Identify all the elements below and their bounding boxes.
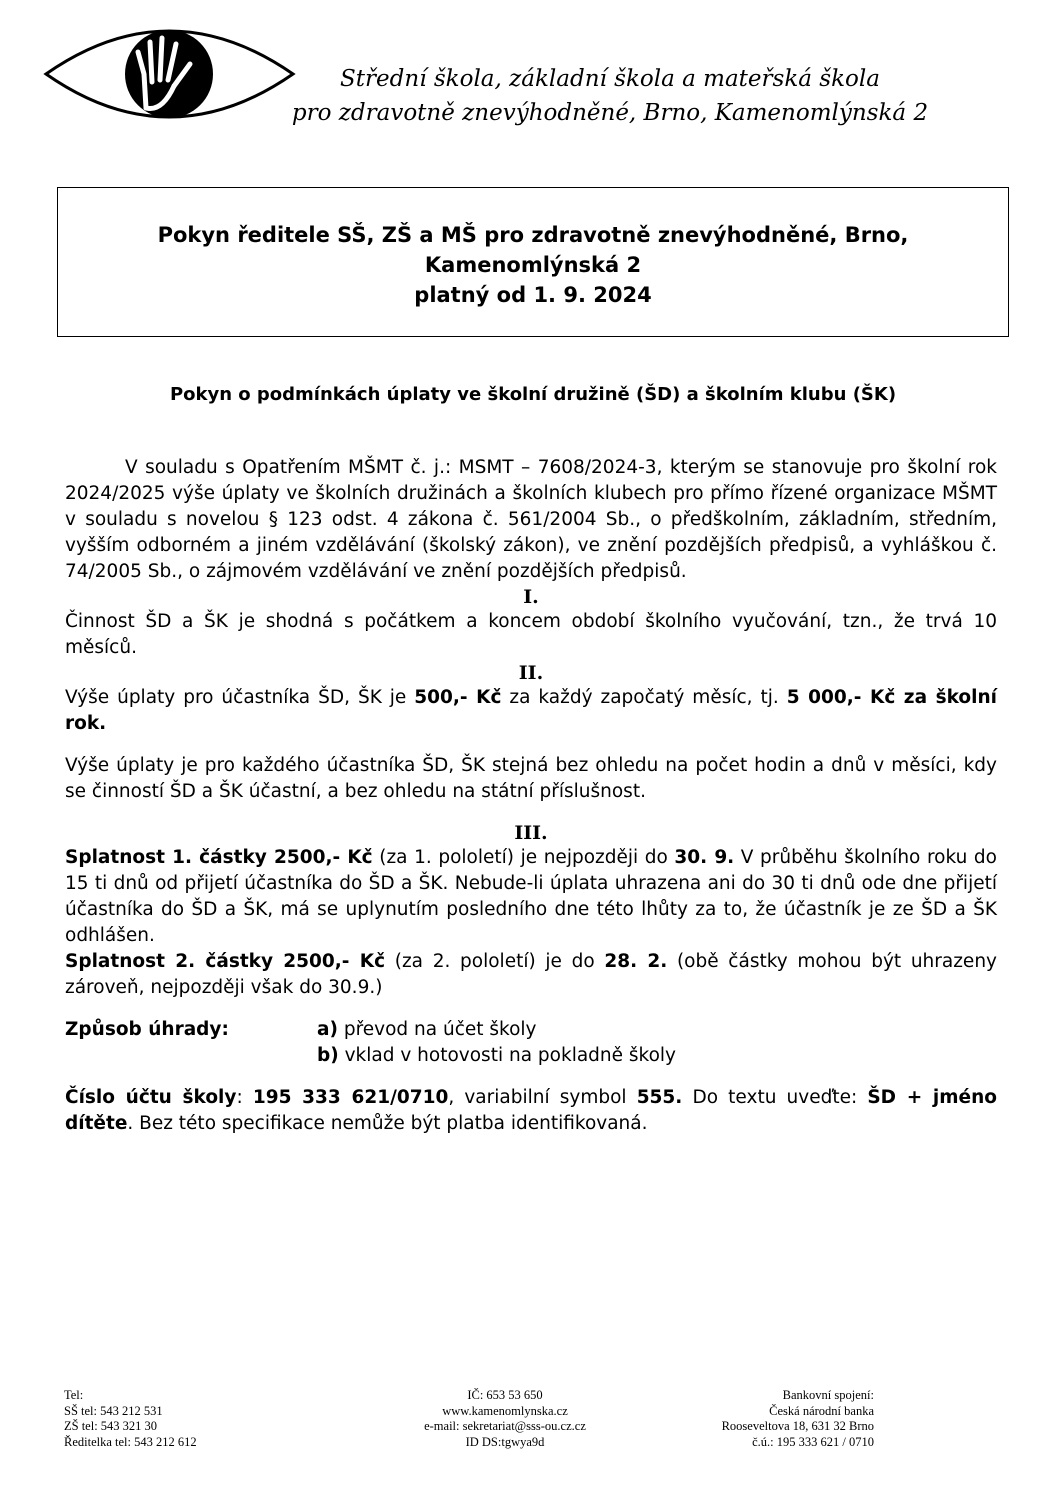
- school-logo-eye-hand: [42, 12, 297, 127]
- s3-text-f: (za 2. pololetí) je do: [385, 951, 605, 972]
- footer-line: Ředitelka tel: 543 212 612: [64, 1434, 197, 1449]
- school-name: [270, 62, 950, 130]
- footer-phones: [64, 1388, 197, 1450]
- school-name-line1: Střední škola, základní škola a mateřská škola: [340, 66, 880, 92]
- payment-specification: ŠD + jméno dítěte: [65, 1087, 997, 1134]
- footer-line: Tel:: [64, 1388, 84, 1402]
- intro-paragraph: V souladu s Opatřením MŠMT č. j.: MSMT – 7608/2024-3, kterým se stanovuje pro školní rok 2024/2025 výše úplaty ve školních družinách a školních klubech pro přímo řízené organizace MŠMT v souladu s novelou § 123 odst. 4 zákona č. 561/2004 Sb., o předškolním, základním, středním, vyšším odborném a jiném vzdělávání (školský zákon), ve znění pozdějších předpisů, a vyhláškou č. 74/2005 Sb., o zájmovém vzdělávání ve znění pozdějších předpisů.: [65, 457, 997, 582]
- footer-line: Bankovní spojení:: [782, 1388, 874, 1402]
- first-due-date: 30. 9.: [674, 847, 735, 868]
- s2-text-c: za každý započatý měsíc, tj.: [501, 687, 787, 708]
- document-subtitle: Pokyn o podmínkách úplaty ve školní družině (ŠD) a školním klubu (ŠK): [169, 384, 897, 405]
- first-installment: Splatnost 1. částky 2500,- Kč: [65, 847, 373, 868]
- payment-method-label: Způsob úhrady:: [65, 1019, 229, 1040]
- section3-paragraph1: [65, 845, 997, 949]
- account-label: Číslo účtu školy: [65, 1087, 237, 1108]
- section3-paragraph2: [65, 949, 997, 1001]
- payment-method-row-a: [65, 1017, 997, 1043]
- title-line2: Kamenomlýnská 2: [424, 253, 642, 277]
- account-t3: . Bez této specifikace nemůže být platba identifikovaná.: [127, 1113, 648, 1134]
- footer-line: Česká národní banka: [769, 1403, 874, 1418]
- account-t2: Do textu uveďte:: [682, 1087, 868, 1108]
- section1-text: Činnost ŠD a ŠK je shodná s počátkem a koncem období školního vyučování, tzn., že trvá 10 měsíců.: [65, 611, 997, 658]
- section-heading-1: I.: [523, 586, 539, 608]
- option-a-text: převod na účet školy: [337, 1019, 537, 1040]
- title-line1: Pokyn ředitele SŠ, ZŠ a MŠ pro zdravotně znevýhodněné, Brno,: [157, 223, 909, 247]
- footer-line: e-mail: sekretariat@sss-ou.cz.cz: [424, 1419, 586, 1433]
- section2-paragraph2: Výše úplaty je pro každého účastníka ŠD, ŠK stejná bez ohledu na počet hodin a dnů v měsíci, kdy se činností ŠD a ŠK účastní, a bez ohledu na státní příslušnost.: [65, 755, 997, 802]
- variable-symbol: 555.: [636, 1087, 683, 1108]
- footer-line: ID DS:tgwya9d: [465, 1434, 545, 1449]
- account-sep: :: [236, 1087, 253, 1108]
- section2-paragraph1: [65, 685, 997, 737]
- yearly-fee: 5 000,- Kč za školní rok.: [65, 687, 997, 734]
- section-heading-3: III.: [514, 822, 548, 844]
- option-a-key: a): [317, 1019, 338, 1040]
- s3-text-b: (za 1. pololetí) je nejpozději do: [372, 847, 675, 868]
- s3-text-h: (obě částky mohou být uhrazeny zároveň, nejpozději však do 30.9.): [65, 951, 997, 998]
- footer-line: IČ: 653 53 650: [467, 1388, 543, 1402]
- footer-line: www.kamenomlynska.cz: [442, 1403, 568, 1418]
- monthly-fee: 500,- Kč: [414, 687, 502, 708]
- document-title-box: [57, 187, 1009, 337]
- payment-method-row-b: [65, 1043, 997, 1069]
- option-b-text: vklad v hotovosti na pokladně školy: [338, 1045, 676, 1066]
- second-due-date: 28. 2.: [604, 951, 668, 972]
- document-body: [65, 455, 997, 1137]
- footer-line: ZŠ tel: 543 321 30: [64, 1419, 158, 1433]
- second-installment: Splatnost 2. částky 2500,- Kč: [65, 951, 386, 972]
- s2-text-a: Výše úplaty pro účastníka ŠD, ŠK je: [65, 687, 415, 708]
- option-b-key: b): [317, 1045, 339, 1066]
- footer-contacts: [360, 1388, 650, 1450]
- footer-line: Rooseveltova 18, 631 32 Brno: [721, 1419, 874, 1433]
- footer-bank: [722, 1388, 874, 1450]
- account-number: 195 333 621/0710: [252, 1087, 449, 1108]
- account-paragraph: [65, 1085, 997, 1137]
- account-t1: , variabilní symbol: [448, 1087, 637, 1108]
- school-name-line2: pro zdravotně znevýhodněné, Brno, Kamenomlýnská 2: [291, 100, 929, 126]
- footer-line: SŠ tel: 543 212 531: [64, 1403, 163, 1418]
- s3-text-d: V průběhu školního roku do 15 ti dnů od přijetí účastníka do ŠD a ŠK. Nebude-li úplata uhrazena ani do 30 ti dnů ode dne přijetí účastníka do ŠD a ŠK, má se uplynutím posledního dne této lhůty za to, že účastník je ze ŠD a ŠK odhlášen.: [65, 847, 997, 946]
- title-line3: platný od 1. 9. 2024: [414, 283, 652, 307]
- section-heading-2: II.: [518, 662, 544, 684]
- footer-line: č.ú.: 195 333 621 / 0710: [752, 1434, 874, 1449]
